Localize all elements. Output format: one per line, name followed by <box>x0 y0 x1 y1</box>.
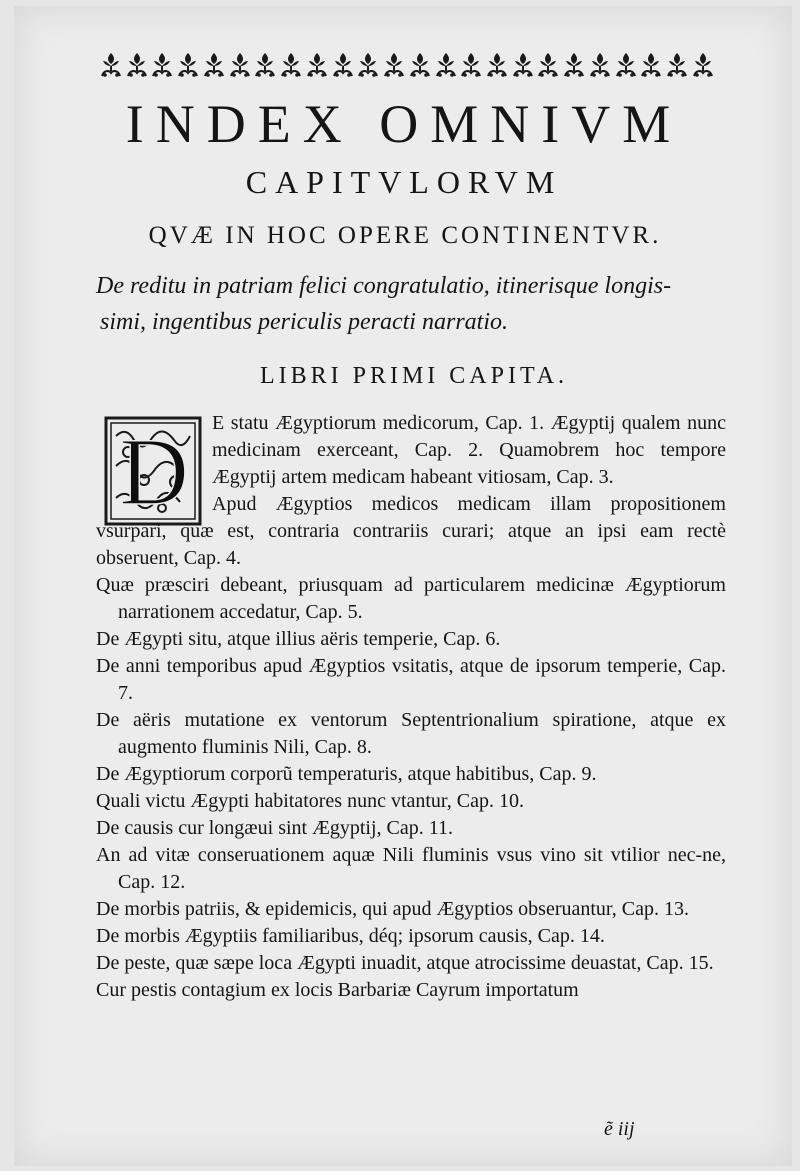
chapter-list <box>96 410 726 1004</box>
fleuron-ornament-icon <box>280 51 302 79</box>
book-page <box>14 6 792 1166</box>
fleuron-ornament-icon <box>357 51 379 79</box>
fleuron-ornament-icon <box>692 51 714 79</box>
fleuron-ornament-icon <box>151 51 173 79</box>
chapter-entry: De morbis Ægyptiis familiaribus, déq; ipsorum causis, Cap. 14. <box>96 925 605 947</box>
fleuron-ornament-icon <box>332 51 354 79</box>
fleuron-ornament-icon <box>383 51 405 79</box>
index-title-line2: CAPITVLORVM <box>245 164 563 200</box>
fleuron-ornament-icon <box>126 51 148 79</box>
fleuron-ornament-icon <box>229 51 251 79</box>
chapter-entry: De causis cur longæui sint Ægyptij, Cap. 11. <box>96 817 454 839</box>
chapter-entry: Quæ præsciri debeant, priusquam ad particularem medicinæ Ægyptiorum narrationem accedatur, Cap. 5. <box>96 574 726 623</box>
chapter-entry: An ad vitæ conseruationem aquæ Nili fluminis vsus vino sit vtilior nec-ne, Cap. 12. <box>96 844 726 893</box>
chapter-entry: De aëris mutatione ex ventorum Septentrionalium spiratione, atque ex augmento fluminis Nili, Cap. 8. <box>96 709 726 758</box>
chapter-entry: De Ægypti situ, atque illius aëris temperie, Cap. 6. <box>96 628 501 650</box>
fleuron-ornament-icon <box>666 51 688 79</box>
chapter-entry: De anni temporibus apud Ægyptios vsitatis, atque de ipsorum temperie, Cap. 7. <box>96 655 726 704</box>
index-title: INDEX OMNIVM <box>125 94 683 154</box>
book-one-heading: LIBRI PRIMI CAPITA. <box>259 363 569 389</box>
fleuron-ornament-icon <box>640 51 662 79</box>
fleuron-ornament-icon <box>435 51 457 79</box>
chapter-entry: De peste, quæ sæpe loca Ægypti inuadit, atque atrocissime deuastat, Cap. 15. <box>96 952 714 974</box>
chapter-entry: De morbis patriis, & epidemicis, qui apud Ægyptios obseruantur, Cap. 13. <box>96 898 690 920</box>
drop-initial-letter: D <box>119 418 189 525</box>
fleuron-ornament-icon <box>563 51 585 79</box>
fleuron-ornament-icon <box>537 51 559 79</box>
fleuron-ornament-icon <box>512 51 534 79</box>
chapter-entry: De Ægyptiorum corporũ temperaturis, atque habitibus, Cap. 9. <box>96 763 597 785</box>
chapter-entry: E statu Ægyptiorum medicorum, Cap. 1. Ægyptij qualem nunc medicinam exerceant, Cap. 2. Quamobrem hoc tempore Ægyptij artem medicam habeant vitiosam, Cap. 3. <box>212 412 726 488</box>
index-title-line3: QVÆ IN HOC OPERE CONTINENTVR. <box>148 222 662 249</box>
fleuron-ornament-icon <box>203 51 225 79</box>
fleuron-ornament-icon <box>306 51 328 79</box>
fleuron-ornament-icon <box>254 51 276 79</box>
fleuron-ornament-icon <box>409 51 431 79</box>
fleuron-ornament-icon <box>486 51 508 79</box>
signature-mark: ẽ iij <box>604 1118 635 1140</box>
subtitle <box>96 268 726 340</box>
chapter-entry: Quali victu Ægypti habitatores nunc vtantur, Cap. 10. <box>96 790 525 812</box>
subtitle-line1: De reditu in patriam felici congratulatio, itinerisque longis- <box>96 273 672 299</box>
fleuron-ornament-icon <box>615 51 637 79</box>
ornamental-header-band <box>100 50 714 80</box>
chapter-entry: Apud Ægyptios medicos medicam illam propositionem vsurpari, quæ est, contraria contrariis curari; atque an ipsi eam rectè obseruent, Cap. 4. <box>96 493 726 569</box>
fleuron-ornament-icon <box>589 51 611 79</box>
fleuron-ornament-icon <box>177 51 199 79</box>
fleuron-ornament-icon <box>100 51 122 79</box>
fleuron-ornament-icon <box>460 51 482 79</box>
chapter-entry: Cur pestis contagium ex locis Barbariæ Cayrum importatum <box>96 979 579 1001</box>
subtitle-line2: simi, ingentibus periculis peracti narratio. <box>100 309 508 335</box>
